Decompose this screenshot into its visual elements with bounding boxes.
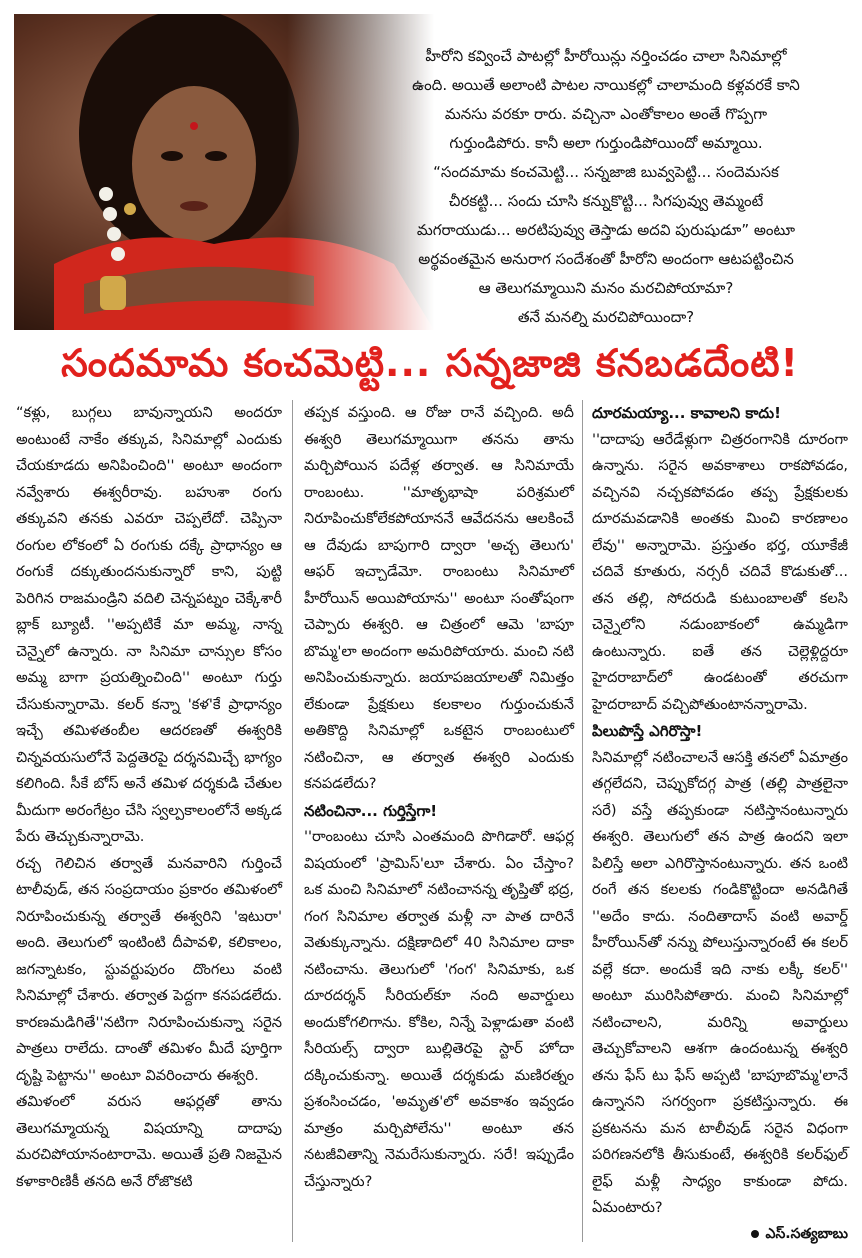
intro-line: అర్థవంతమైన అనురాగ సందేశంతో హీరోని అందంగా ఆటపట్టించిన: [418, 250, 794, 268]
paragraph: తప్పక వస్తుంది. ఆ రోజు రానే వచ్చింది. అదీ ఈశ్వరి తెలుగమ్మాయిగా తనను తాను మర్చిపోయిన పదేళ్ల తర్వాత. ఆ సినిమాయే రాంబంటు. ''మాతృభాషా పరిశ్రమలో నిరూపించుకోలేకపోయాననే ఆవేదనను ఆలకించే ఆ దేవుడు బాపుగారి ద్వారా 'అచ్చ తెలుగు' ఆఫర్ ఇచ్చాడేమో. రాంబంటు సినిమాలో హీరోయిన్ అయిపోయాను'' అంటూ సంతోషంగా చెప్పారు ఈశ్వరి. ఆ చిత్రంలో ఆమె 'బాపూ బొమ్మ'లా అందంగా అమరిపోయారు. మంచి నటి అనిపించుకున్నారు. జయాపజయాలతో నిమిత్తం లేకుండా ప్రేక్షకులు కలకాలం గుర్తుంచుకునే అతికొద్ది సినిమాల్లో ఒకటైన రాంబంటులో నటించినా, ఆ తర్వాత ఈశ్వరి ఎందుకు కనపడలేదు?: [304, 404, 574, 792]
feature-banner: [14, 14, 846, 330]
paragraph: ''రాంబంటు చూసి ఎంతమంది పొగిడారో. ఆఫర్ల విషయంలో 'ప్రామిస్'లూ చేశారు. ఏం చేస్తాం? ఒక మంచి సినిమాలో నటించానన్న తృప్తితో భద్ర, గంగ సినిమాల తర్వాత మళ్లీ నా పాత దారినే వెతుక్కున్నాను. దక్షిణాదిలో 40 సినిమాల దాకా నటించాను. తెలుగులో 'గంగ' సినిమాకు, ఒక దూరదర్శన్ సీరియల్‌కూ నంది అవార్డులు అందుకోగలిగాను. కోకిల, నిన్నే పెళ్లాడుతా వంటి సీరియల్స్ ద్వారా బుల్లితెరపై స్టార్ హోదా దక్కించుకున్నా. అయితే దర్శకుడు మణిరత్నం ప్రశంసించడం, 'అమృత'లో అవకాశం ఇవ్వడం మాత్రం మర్చిపోలేను'' అంటూ తన నటజీవితాన్ని నెమరేసుకున్నారు. సరే! ఇప్పుడేం చేస్తున్నారు?: [304, 828, 574, 1190]
paragraph: తమిళంలో వరుస ఆఫర్లతో తాను తెలుగమ్మాయన్న విషయాన్ని దాదాపు మరచిపోయానంటారామె. అయితే ప్రతి నిజమైన కళాకారిణికీ తనది అనే రోజొకటి: [16, 1093, 282, 1190]
paragraph: రచ్చ గెలిచిన తర్వాతే మనవారిని గుర్తించే టాలీవుడ్, తన సంప్రదాయం ప్రకారం తమిళంలో నిరూపించుకున్న తర్వాతే ఈశ్వరిని 'ఇటురా' అంది. తెలుగులో ఇంటింటి దీపావళి, కలికాలం, జగన్నాటకం, స్టువర్టుపురం దొంగలు వంటి సినిమాల్లో చేశారు. తర్వాత పెద్దగా కనపడలేదు. కారణమడిగితే''నటిగా నిరూపించుకున్నా సరైన పాత్రలు రాలేదు. దాంతో తమిళం మీదే పూర్తిగా దృష్టి పెట్టాను'' అంటూ వివరించారు ఈశ్వరి.: [16, 854, 282, 1084]
article-column-2: [304, 400, 574, 1195]
intro-line: చీరకట్టి... సందు చూసి కన్నుకొట్టి... సిగపువ్వు తెమ్మంటే: [448, 192, 764, 210]
paragraph: “కళ్లు, బుగ్గలు బావున్నాయని అందరూ అంటుంటే నాకేం తక్కువ, సినిమాల్లో ఎందుకు చేయకూడదు అనిపించింది'' అంటూ అందంగా నవ్వేశారు ఈశ్వరీరావు. బహుశా రంగు తక్కువని తనకు ఎవరూ చెప్పలేదో. చెప్పినా రంగుల లోకంలో ఏ రంగుకు దక్కే ప్రాధాన్యం ఆ రంగుకే దక్కుతుందనుకున్నారో కాని, పుట్టి పెరిగిన రాజమండ్రిని వదిలి చెన్నపట్నం చెక్కేశారీ బ్లాక్ బ్యూటీ. ''అప్పటికే మా అమ్మ, నాన్న చెన్నైలో ఉన్నారు. నా సినిమా చాన్సుల కోసం అమ్మ బాగా ప్రయత్నించింది'' అంటూ గుర్తు చేసుకున్నారామె. కలర్ కన్నా 'కళ'కే ప్రాధాన్యం ఇచ్చే తమిళతంబీల ఆదరణతో ఈశ్వరికి చిన్నవయసులోనే పెద్దతెరపై దర్శనమిచ్చే భాగ్యం కలిగింది. సీకే బోస్ అనే తమిళ దర్శకుడి చేతుల మీదుగా అరంగేట్రం చేసి స్వల్పకాలంలోనే అక్కడ పేరు తెచ్చుకున్నారామె.: [16, 404, 282, 845]
intro-line: మగరాయుడు... అరటిపువ్వు తెస్తాడు అదవి పురుషుడూ” అంటూ: [416, 221, 796, 239]
byline: [751, 1226, 848, 1245]
subheading: నటించినా... గుర్తిస్తేగా!: [304, 801, 438, 820]
article-column-1: [16, 400, 282, 1195]
author-name: ఎస్.సత్యబాబు: [765, 1226, 848, 1242]
intro-line: “సందమామ కంచమెట్టి... సన్నజాజి బువ్వపెట్టి... సందెమసక: [433, 163, 779, 181]
paragraph: ''దాదాపు ఆరేడేళ్లుగా చిత్రరంగానికి దూరంగా ఉన్నాను. సరైన అవకాశాలు రాకపోవడం, వచ్చినవి నచ్చకపోవడం తప్ప ప్రేక్షకులకు దూరమవడానికి అంతకు మించి కారణాలం లేవు'' అన్నారామె. ప్రస్తుతం భర్త, యూకేజీ చదివే కూతురు, నర్సరీ చదివే కొడుకుతో... తన తల్లి, సోదరుడి కుటుంబాలతో కలసి చెన్నైలోని నడుంబాకంలో ఉమ్మడిగా ఉంటున్నారు. ఐతే తన చెల్లెళ్లిద్దరూ హైదరాబాద్‌లో ఉండటంతో తరచుగా హైదరాబాద్ వచ్చిపోతుంటానన్నారామె.: [592, 430, 848, 713]
intro-line: ఆ తెలుగమ్మాయిని మనం మరచిపోయామా?: [478, 279, 734, 297]
article-column-3: [592, 400, 848, 1222]
column-divider: [292, 400, 293, 1242]
bullet-icon: [751, 1230, 759, 1238]
subheading: పిలుపొస్తే ఎగిరొస్తా!: [592, 722, 703, 740]
intro-line: తనే మనల్ని మరచిపోయిందా?: [517, 308, 695, 326]
headline: సందమామ కంచమెట్టి... సన్నజాజి కనబడదేంటి!: [61, 341, 799, 385]
intro-line: గుర్తుండిపోరు. కానీ అలా గుర్తుండిపోయిందో అమ్మాయి.: [449, 134, 763, 152]
column-divider: [582, 400, 583, 1242]
intro-line: మనసు వరకూ రారు. వచ్చినా ఎంతోకాలం అంతే గొప్పగా: [444, 105, 768, 123]
subheading: దూరమయ్యా... కావాలని కాదు!: [592, 404, 781, 422]
intro-text: [366, 42, 846, 330]
intro-line: ఉంది. అయితే అలాంటి పాటల నాయికల్లో చాలామంది కళ్లవరకే కాని: [412, 76, 800, 94]
intro-line: హీరోని కవ్వించే పాటల్లో హీరోయిన్లు నర్తించడం చాలా సినిమాల్లో: [425, 47, 787, 65]
paragraph: సినిమాల్లో నటించాలనే ఆసక్తి తనలో ఏమాత్రం తగ్గలేదని, చెప్పుకోదగ్గ పాత్ర (తల్లి పాత్రలైనా సరే) వస్తే తప్పకుండా నటిస్తానంటున్నారు ఈశ్వరి. తెలుగులో తన పాత్ర ఉందని ఇలా పిలిస్తే అలా ఎగిరొస్తానంటున్నారు. తన ఒంటి రంగే తన కలలకు గండికొట్టిందా అనడిగితే ''అదేం కాదు. నందితాదాస్ వంటి అవార్డ్ హీరోయిన్‌తో నన్ను పోలుస్తున్నారంటే ఈ కలర్ వల్లే కదా. అందుకే ఇది నాకు లక్కీ కలర్'' అంటూ మురిసిపోతారు. మంచి సినిమాల్లో నటించాలని, మరిన్ని అవార్డులు తెచ్చుకోవాలని ఆశగా ఉందంటున్న ఈశ్వరి తను ఫేస్ టు ఫేస్ అప్పటి 'బాపూబొమ్మ'లానే ఉన్నానని సగర్వంగా ప్రకటిస్తున్నారు. ఈ ప్రకటనను మన టాలీవుడ్ సరైన విధంగా పరిగణనలోకి తీసుకుంటే, ఈశ్వరికి కలర్‌ఫుల్ లైఫ్ మళ్లీ సాధ్యం కాకుండా పోదు. ఏమంటారు?: [592, 748, 848, 1216]
